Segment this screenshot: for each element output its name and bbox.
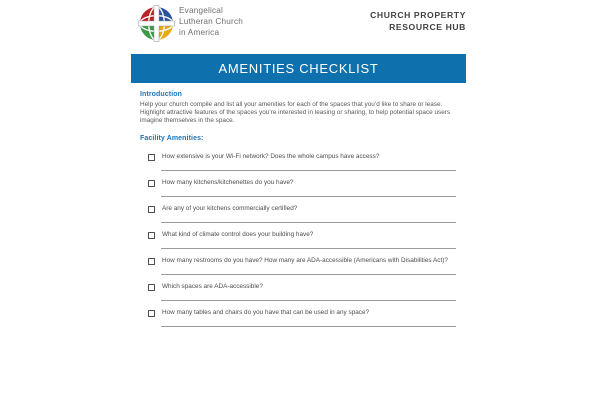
- answer-line[interactable]: [161, 300, 456, 301]
- checkbox[interactable]: [148, 206, 155, 213]
- checklist-item: [148, 257, 456, 283]
- checkbox[interactable]: [148, 180, 155, 187]
- checkbox[interactable]: [148, 284, 155, 291]
- resource-hub-title: [370, 10, 466, 33]
- checklist-item: [148, 153, 456, 179]
- answer-line[interactable]: [161, 274, 456, 275]
- answer-line[interactable]: [161, 222, 456, 223]
- checklist-item-label: How many restrooms do you have? How many are ADA-accessible (Americans with Disabilities Act)?: [162, 257, 448, 264]
- facility-amenities-heading: Facility Amenities:: [140, 135, 204, 142]
- checklist-item-label: How many kitchens/kitchenettes do you have?: [162, 179, 294, 186]
- checklist-item-label: What kind of climate control does your building have?: [162, 231, 314, 238]
- checkbox[interactable]: [148, 258, 155, 265]
- intro-paragraph-line: Help your church compile and list all your amenities for each of the spaces that you’d like to share or lease.: [140, 101, 443, 108]
- org-name-line: Lutheran Church: [179, 16, 243, 26]
- org-name-line: Evangelical: [179, 6, 224, 15]
- checklist-item-label: Which spaces are ADA-accessible?: [162, 283, 263, 290]
- checklist-item: [148, 205, 456, 231]
- intro-heading: Introduction: [140, 91, 183, 98]
- checklist-item-label: How many tables and chairs do you have that can be used in any space?: [162, 309, 370, 316]
- answer-line[interactable]: [161, 248, 456, 249]
- checklist-item-label: Are any of your kitchens commercially certified?: [162, 205, 298, 212]
- title-banner: [131, 54, 466, 83]
- answer-line[interactable]: [161, 196, 456, 197]
- checkbox[interactable]: [148, 232, 155, 239]
- intro-paragraph-line: Highlight attractive features of the spaces you’re interested in leasing or sharing, to help potential space users: [140, 109, 451, 117]
- checklist-item: [148, 179, 456, 205]
- checklist-item-label: How extensive is your Wi-Fi network? Does the whole campus have access?: [162, 153, 380, 160]
- resource-hub-title-line: CHURCH PROPERTY: [370, 10, 466, 20]
- resource-hub-title-line: RESOURCE HUB: [389, 21, 466, 32]
- checkbox[interactable]: [148, 310, 155, 317]
- checklist-item: [148, 309, 456, 335]
- intro-paragraph-line: imagine themselves in the space.: [140, 117, 235, 125]
- checkbox[interactable]: [148, 154, 155, 161]
- org-name-line: in America: [179, 27, 220, 37]
- checklist-item: [148, 231, 456, 257]
- intro-paragraph: [140, 101, 450, 126]
- checklist-item: [148, 283, 456, 309]
- facility-amenities-checklist: [148, 153, 456, 335]
- answer-line[interactable]: [161, 170, 456, 171]
- page-title: AMENITIES CHECKLIST: [218, 61, 379, 76]
- org-name: [179, 6, 243, 38]
- elca-logo-icon: [138, 5, 175, 42]
- answer-line[interactable]: [161, 326, 456, 327]
